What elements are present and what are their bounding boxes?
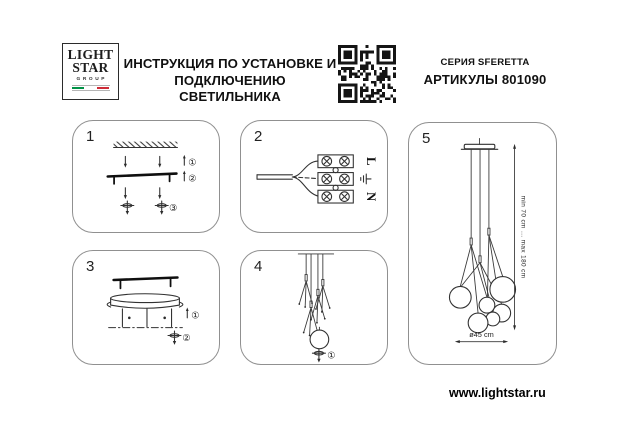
step4-diagram — [241, 251, 387, 364]
power-cable-icon — [257, 161, 318, 196]
callout-label-1: ① — [327, 350, 336, 362]
screw-icon — [168, 331, 181, 345]
step2-diagram — [241, 121, 387, 232]
panel-step-2 — [240, 120, 388, 233]
panel-step-5 — [408, 122, 557, 365]
diameter-dimension — [455, 330, 508, 343]
callout-label-3: ③ — [169, 202, 178, 214]
screw-direction-arrows — [124, 188, 162, 199]
articles-label: АРТИКУЛЫ 801090 — [423, 72, 547, 87]
step1-diagram — [73, 121, 219, 232]
series-info — [418, 57, 552, 87]
glass-sphere-icon — [310, 327, 329, 349]
ceiling-icon — [114, 142, 178, 148]
step-number: 5 — [422, 130, 431, 147]
series-label: СЕРИЯ SFERETTA — [440, 57, 530, 68]
dowel-arrow-icon — [124, 156, 162, 167]
website-text: www.lightstar.ru — [449, 386, 546, 400]
panel-step-1 — [72, 120, 220, 233]
step-number: 1 — [86, 128, 95, 145]
step3-diagram — [73, 251, 219, 364]
terminal-label-line: L — [364, 157, 379, 166]
callout-label-2: ② — [188, 173, 197, 185]
screw-icon — [312, 349, 325, 363]
step-number: 2 — [254, 128, 263, 145]
screw-icon — [121, 201, 134, 215]
terminal-block-icon — [318, 155, 353, 203]
title-line-1: ИНСТРУКЦИЯ ПО УСТАНОВКЕ И — [123, 56, 337, 71]
driver-box-icon — [109, 309, 183, 328]
panel-step-3 — [72, 250, 220, 365]
canopy-icon — [107, 294, 183, 308]
callout-label-2: ② — [182, 332, 191, 344]
pendant-cords-icon — [298, 254, 330, 336]
mounting-bracket-icon — [114, 278, 178, 289]
callout-tick-1 — [183, 155, 186, 165]
terminal-label-neutral: N — [364, 192, 379, 202]
qr-code-icon — [338, 45, 396, 103]
panel-step-4 — [240, 250, 388, 365]
callout-label-1: ① — [191, 310, 200, 322]
callout-tick-1 — [186, 308, 189, 318]
height-dimension — [513, 144, 526, 330]
mounting-bracket-icon — [108, 174, 177, 184]
step-number: 4 — [254, 258, 263, 275]
italian-flag-stripe — [72, 85, 110, 92]
earth-ground-icon — [361, 174, 371, 184]
diameter-dimension-label: ø45 cm — [469, 330, 494, 340]
step5-diagram — [409, 123, 556, 364]
step-number: 3 — [86, 258, 95, 275]
logo-text: LIGHT — [67, 47, 114, 62]
assembled-chandelier-icon — [449, 138, 515, 332]
logo-group-text: GROUP — [76, 76, 108, 82]
title-line-2: ПОДКЛЮЧЕНИЮ СВЕТИЛЬНИКА — [174, 72, 286, 104]
lightstar-logo — [62, 43, 119, 100]
page-title — [122, 56, 338, 106]
callout-label-1: ① — [188, 157, 197, 169]
logo-text: STAR — [72, 59, 109, 75]
height-dimension-label: min 70 cm ... max 180 cm — [519, 195, 527, 279]
screw-icon — [155, 201, 168, 215]
callout-tick-2 — [183, 171, 186, 181]
